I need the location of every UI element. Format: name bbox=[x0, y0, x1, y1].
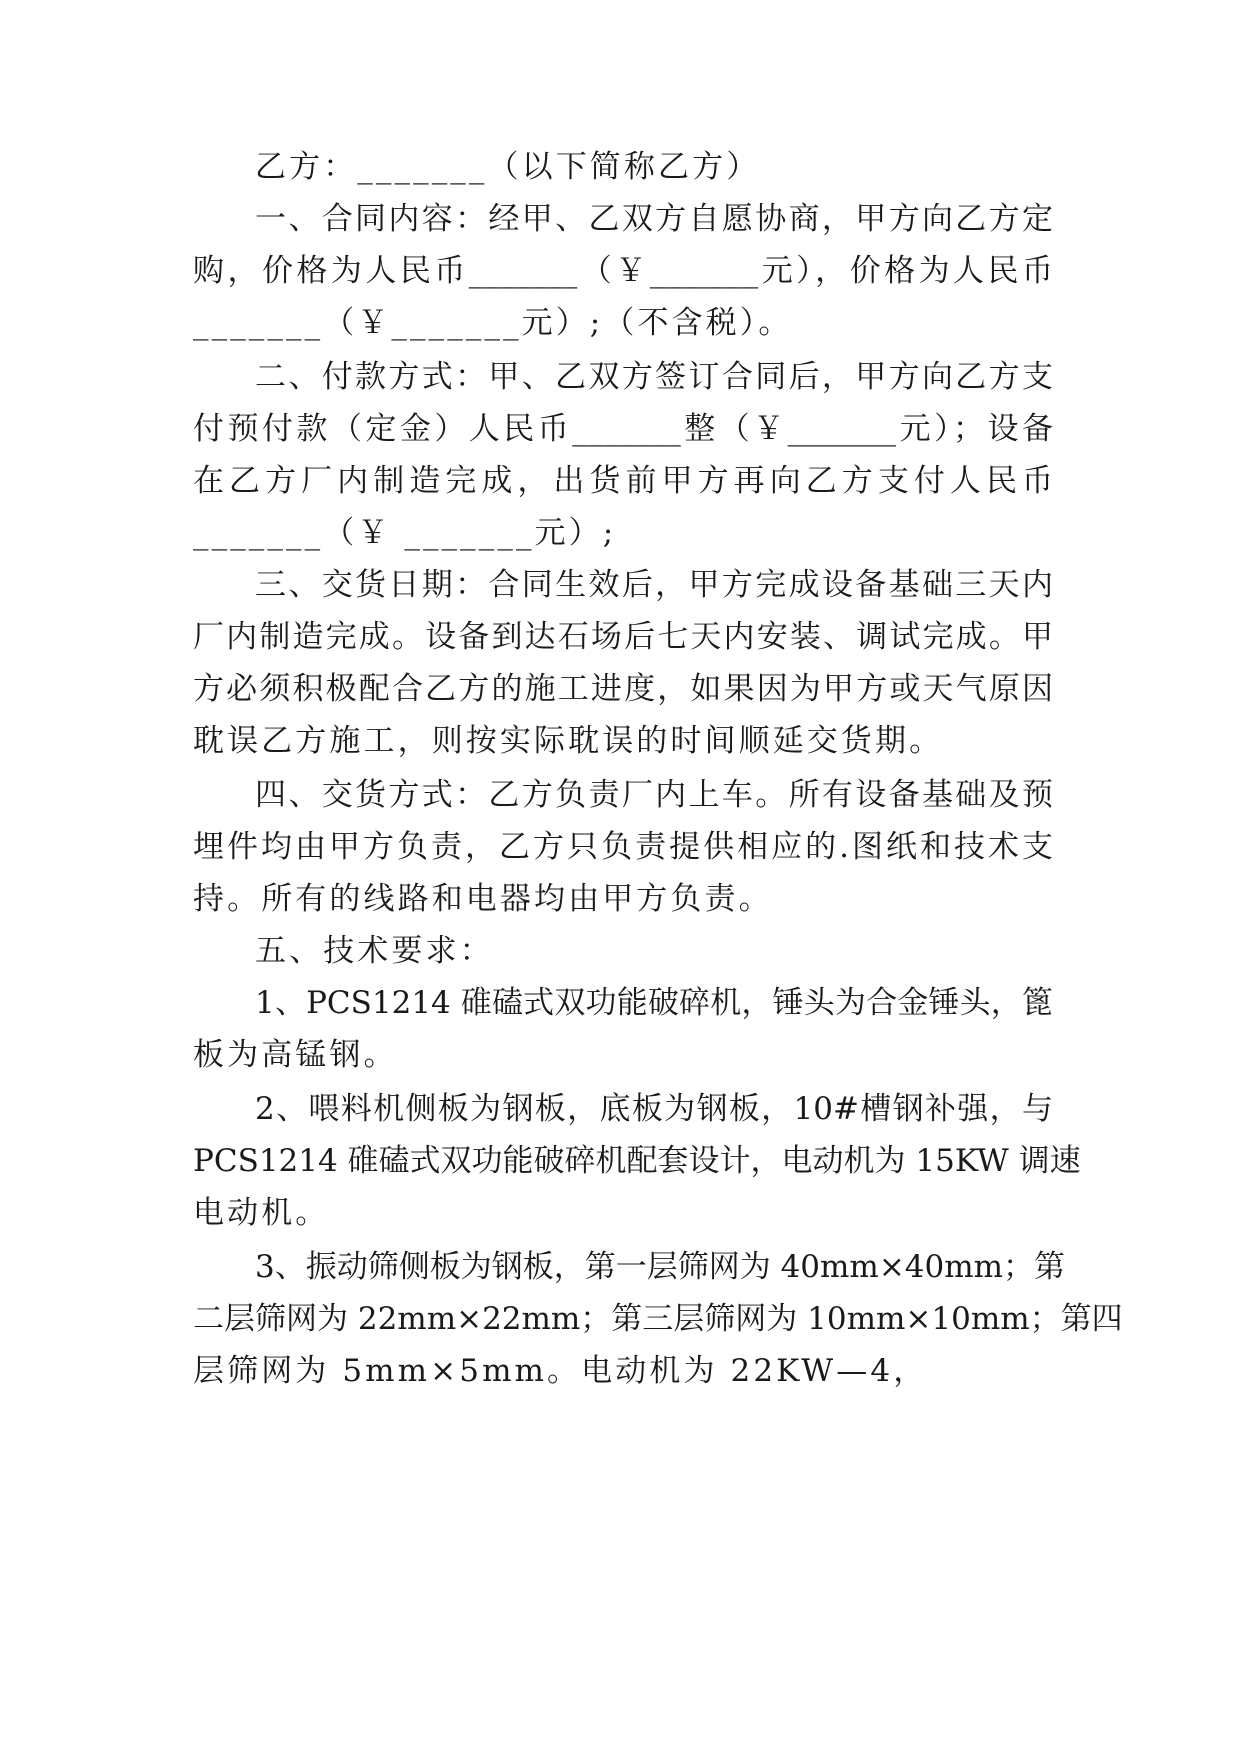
tech-req-3-line-3: 层筛网为 5mm×5mm。电动机为 22KW—4， bbox=[193, 1353, 928, 1389]
tech-req-3-line-2: 二层筛网为 22mm×22mm；第三层筛网为 10mm×10mm；第四 bbox=[193, 1301, 1123, 1337]
tech-req-2-line-3: 电动机。 bbox=[193, 1195, 330, 1231]
clause-3-line-1: 三、交货日期：合同生效后，甲方完成设备基础三天内 bbox=[255, 567, 1053, 603]
clause-1-line-2: 购，价格为人民币_______（￥_______元），价格为人民币 bbox=[193, 253, 1053, 289]
clause-2-line-1: 二、付款方式：甲、乙双方签订合同后，甲方向乙方支 bbox=[255, 359, 1053, 395]
clause-3-line-4: 耽误乙方施工，则按实际耽误的时间顺延交货期。 bbox=[193, 723, 944, 759]
clause-1-line-3: _______（￥_______元）;（不含税）。 bbox=[193, 305, 793, 341]
tech-req-2-line-2: PCS1214 碓磕式双功能破碎机配套设计，电动机为 15KW 调速 bbox=[193, 1143, 1081, 1179]
tech-req-2-line-1: 2、喂料机侧板为钢板，底板为钢板，10#槽钢补强，与 bbox=[255, 1091, 1053, 1127]
clause-1-line-1: 一、合同内容：经甲、乙双方自愿协商，甲方向乙方定 bbox=[255, 201, 1053, 237]
clause-3-line-2: 厂内制造完成。设备到达石场后七天内安装、调试完成。甲 bbox=[193, 619, 1053, 655]
tech-req-1-line-1: 1、PCS1214 碓磕式双功能破碎机，锤头为合金锤头，篦 bbox=[255, 985, 1053, 1021]
clause-5-heading: 五、技术要求： bbox=[255, 933, 494, 969]
clause-3-line-3: 方必须积极配合乙方的施工进度，如果因为甲方或天气原因 bbox=[193, 671, 1053, 707]
clause-2-line-3: 在乙方厂内制造完成，出货前甲方再向乙方支付人民币 bbox=[193, 463, 1053, 499]
tech-req-1-line-2: 板为高锰钢。 bbox=[193, 1037, 398, 1073]
clause-4-line-2: 埋件均由甲方负责，乙方只负责提供相应的.图纸和技术支 bbox=[193, 829, 1053, 865]
tech-req-3-line-1: 3、振动筛侧板为钢板，第一层筛网为 40mm×40mm；第 bbox=[255, 1249, 1066, 1285]
clause-2-line-2: 付预付款（定金）人民币_______整（￥_______元）；设备 bbox=[193, 411, 1053, 447]
clause-2-line-4: _______（￥ _______元）; bbox=[193, 515, 617, 551]
party-b-line: 乙方：_______（以下简称乙方） bbox=[255, 149, 761, 185]
clause-4-line-3: 持。所有的线路和电器均由甲方负责。 bbox=[193, 881, 773, 917]
clause-4-line-1: 四、交货方式：乙方负责厂内上车。所有设备基础及预 bbox=[255, 777, 1053, 813]
